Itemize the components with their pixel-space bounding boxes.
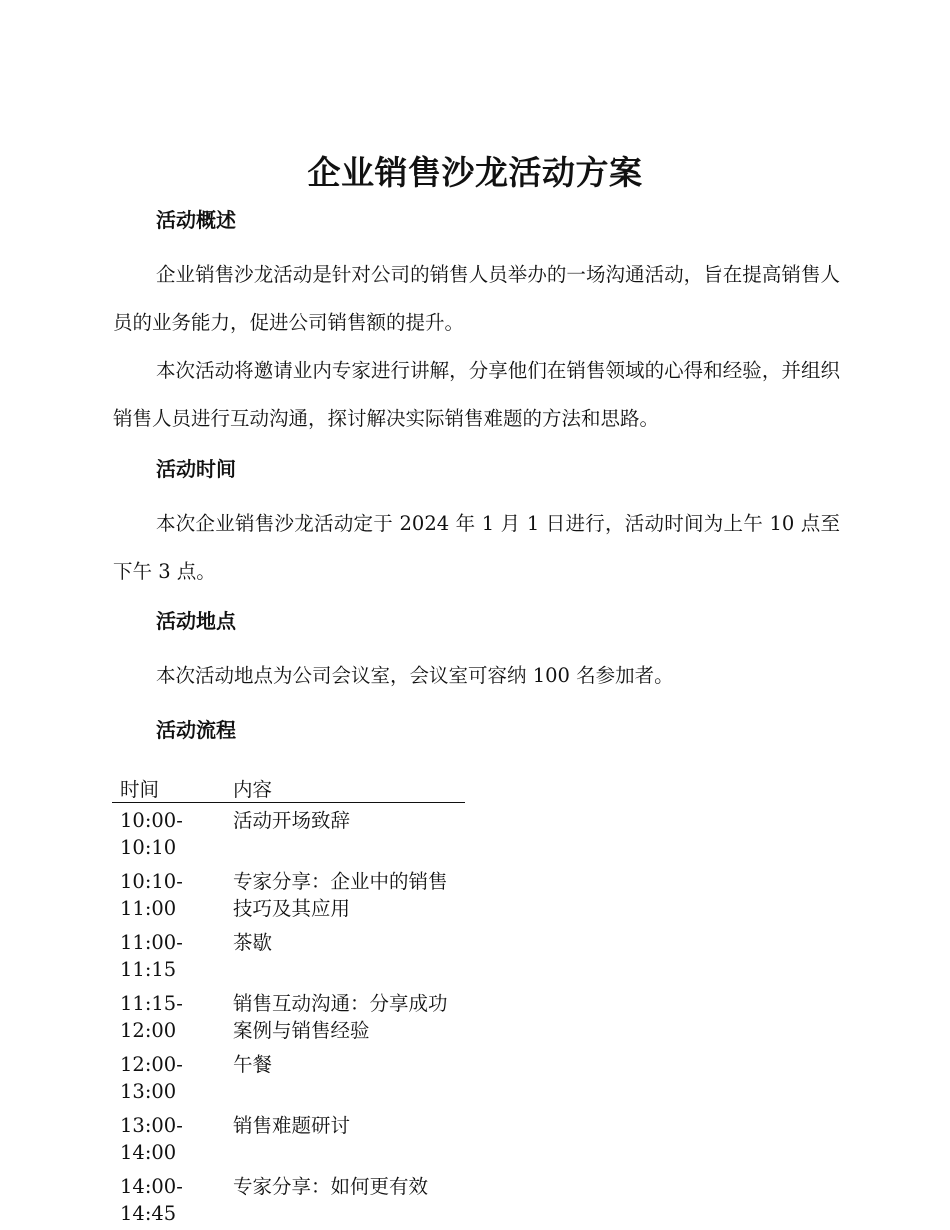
overview-paragraph-1: 企业销售沙龙活动是针对公司的销售人员举办的一场沟通活动，旨在提高销售人员的业务能力，促进公司销售额的提升。 <box>113 263 840 334</box>
table-row <box>112 803 465 865</box>
agenda-content-cell: 午餐 <box>233 1053 273 1076</box>
section-heading-overview: 活动概述 <box>156 208 236 232</box>
section-heading-location: 活动地点 <box>156 609 236 633</box>
location-paragraph: 本次活动地点为公司会议室，会议室可容纳 100 名参加者。 <box>156 664 674 687</box>
section-heading-agenda: 活动流程 <box>156 718 236 742</box>
table-row <box>112 1108 465 1169</box>
agenda-content-cell: 专家分享：如何更有效 <box>233 1175 429 1198</box>
agenda-table-header-row <box>112 771 465 803</box>
agenda-header-content: 内容 <box>225 771 465 803</box>
agenda-time-cell: 11:00-11:15 <box>120 931 183 981</box>
document-title: 企业销售沙龙活动方案 <box>307 153 643 192</box>
agenda-time-cell: 10:00-10:10 <box>120 809 183 859</box>
agenda-time-cell: 13:00-14:00 <box>120 1114 183 1164</box>
agenda-time-cell: 14:00-14:45 <box>120 1175 183 1225</box>
agenda-content-cell: 销售互动沟通：分享成功案例与销售经验 <box>233 992 448 1042</box>
table-row <box>112 986 465 1047</box>
time-paragraph: 本次企业销售沙龙活动定于 2024 年 1 月 1 日进行，活动时间为上午 10 点至下午 3 点。 <box>113 512 840 583</box>
table-row <box>112 864 465 925</box>
overview-paragraph-2: 本次活动将邀请业内专家进行讲解，分享他们在销售领域的心得和经验，并组织销售人员进行互动沟通，探讨解决实际销售难题的方法和思路。 <box>113 359 840 430</box>
agenda-time-cell: 11:15-12:00 <box>120 992 183 1042</box>
table-row <box>112 1169 465 1230</box>
table-row <box>112 925 465 986</box>
agenda-table <box>112 771 465 1230</box>
table-row <box>112 1047 465 1108</box>
agenda-content-cell: 茶歇 <box>233 931 273 954</box>
agenda-time-cell: 12:00-13:00 <box>120 1053 183 1103</box>
agenda-content-cell: 专家分享：企业中的销售技巧及其应用 <box>233 870 448 920</box>
agenda-content-cell: 活动开场致辞 <box>233 809 351 832</box>
agenda-header-time: 时间 <box>112 771 225 803</box>
agenda-content-cell: 销售难题研讨 <box>233 1114 351 1137</box>
section-heading-time: 活动时间 <box>156 457 236 481</box>
agenda-time-cell: 10:10-11:00 <box>120 870 183 920</box>
